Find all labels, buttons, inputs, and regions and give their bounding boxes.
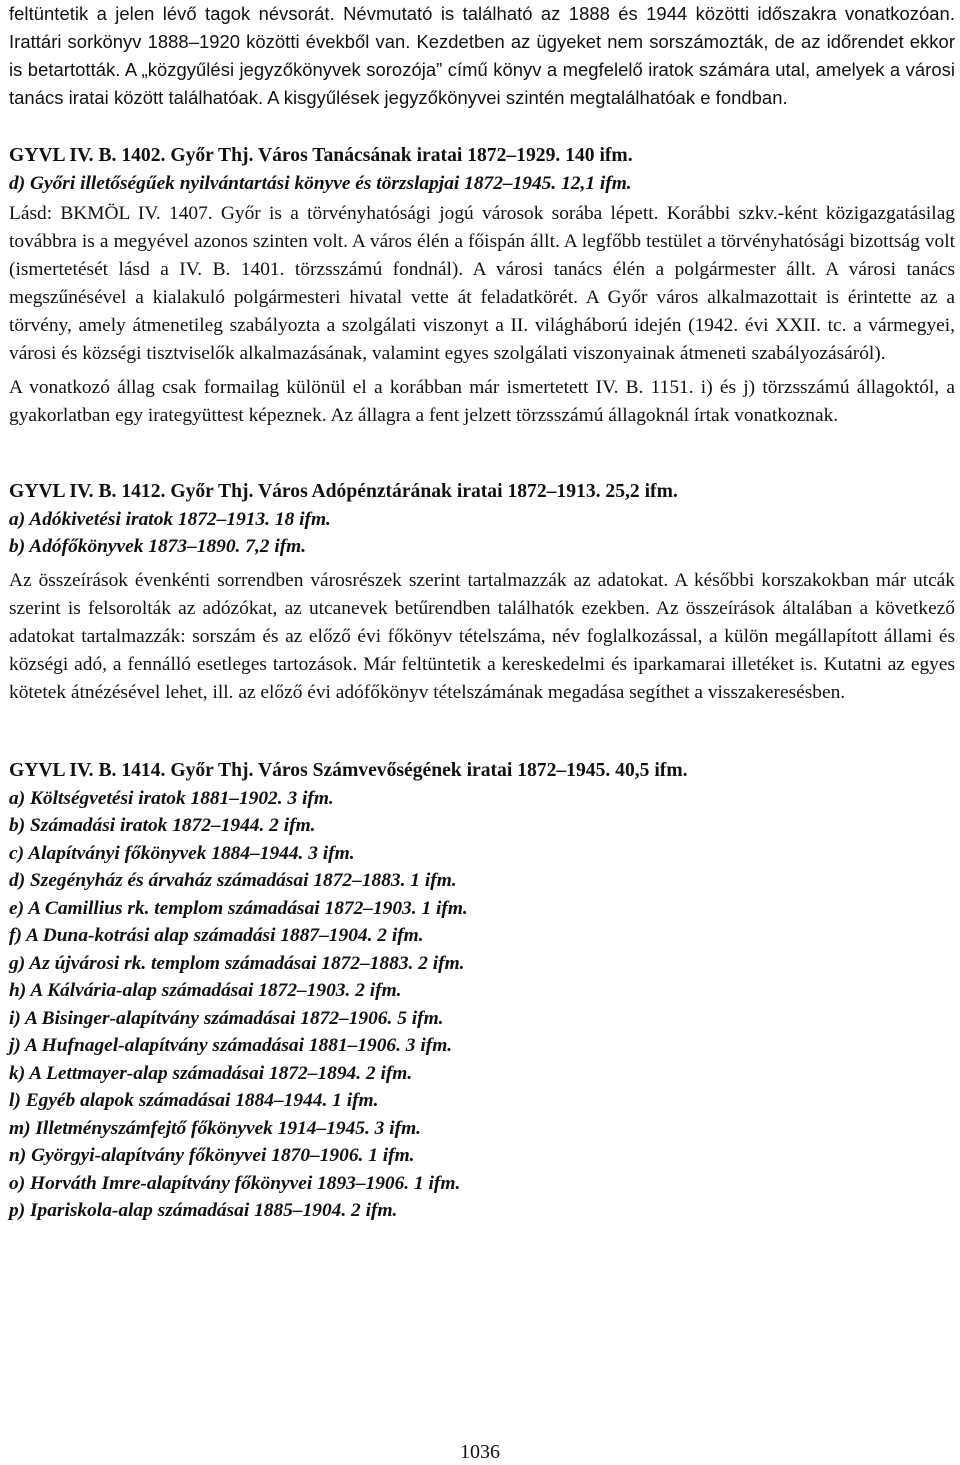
- body-paragraph: Lásd: BKMÖL IV. 1407. Győr is a törvényhatósági jogú városok sorába lépett. Korábbi szkv.-ként közigazgatásilag továbbra is a megyével azonos szinten volt. A város élén a főispán állt. A legfőbb testület a törvényhatósági bizottság volt (ismertetését lásd a IV. B. 1401. törzsszámú fondnál). A városi tanács élén a polgármester állt. A városi tanács megszűnésével a kialakuló polgármesteri hivatal vette át feladatkörét. A Győr város alkalmazottait is érintette az a törvény, amely átmenetileg szabályozta a szolgálati viszonyt a II. világháború idején (1942. évi XXII. tc. a vármegyei, városi és községi tisztviselők alkalmazásának, valamint egyes szolgálati viszonyainak átmeneti szabályozásáról).: [9, 202, 955, 364]
- sub-series-item: h) A Kálvária-alap számadásai 1872–1903. 2 ifm.: [9, 980, 402, 1001]
- sub-series-item: f) A Duna-kotrási alap számadási 1887–1904. 2 ifm.: [9, 925, 424, 946]
- sub-series-item: i) A Bisinger-alapítvány számadásai 1872–1906. 5 ifm.: [9, 1007, 444, 1029]
- sub-series-item: d) Szegényház és árvaház számadásai 1872–1883. 1 ifm.: [9, 870, 457, 891]
- document-page: [9, 0, 955, 1225]
- sub-series-item: k) A Lettmayer-alap számadásai 1872–1894. 2 ifm.: [9, 1062, 413, 1084]
- intro-paragraph: feltüntetik a jelen lévő tagok névsorát. Névmutató is található az 1888 és 1944 közötti időszakra vonatkozóan. Irattári sorkönyv 1888–1920 közötti évekből van. Kezdetben az ügyeket nem sorszámozták, de az időrendet ekkor is betartották. A „közgyűlési jegyzőkönyvek sorozója” című könyv a megfelelő iratok számára utal, amelyek a városi tanács iratai között találhatóak. A kisgyűlések jegyzőkönyvei szintén megtalálhatóak e fondban.: [9, 3, 955, 108]
- page-number: 1036: [460, 1441, 500, 1463]
- sub-series-item: p) Ipariskola-alap számadásai 1885–1904. 2 ifm.: [9, 1200, 398, 1221]
- sub-series-item: g) Az újvárosi rk. templom számadásai 1872–1883. 2 ifm.: [9, 952, 465, 974]
- sub-series-item: b) Adófőkönyvek 1873–1890. 7,2 ifm.: [9, 536, 307, 557]
- section-heading: GYVL IV. B. 1412. Győr Thj. Város Adópénztárának iratai 1872–1913. 25,2 ifm.: [9, 480, 678, 502]
- section-heading: GYVL IV. B. 1402. Győr Thj. Város Tanácsának iratai 1872–1929. 140 ifm.: [9, 145, 633, 166]
- spacer: [9, 707, 955, 757]
- section-1402: [9, 142, 955, 430]
- spacer: [9, 112, 955, 142]
- body-paragraph: A vonatkozó állag csak formailag különül el a korábban már ismertetett IV. B. 1151. i) és j) törzsszámú állagoktól, a gyakorlatban egy irategyüttest képeznek. Az állagra a fent jelzett törzsszámú állagoknál írtak vonatkoznak.: [9, 376, 955, 426]
- sub-series-item: o) Horváth Imre-alapítvány főkönyvei 1893–1906. 1 ifm.: [9, 1172, 461, 1194]
- body-paragraph: Az összeírások évenkénti sorrendben városrészek szerint tartalmazzák az adatokat. A későbbi korszakokban már utcák szerint is felsorolták az adózókat, az utcanevek betűrendben találhatók ezekben. Az összeírások általában a következő adatokat tartalmazzák: sorszám és az előző évi főkönyv tételszáma, név foglalkozással, a külön megállapított állami és községi adó, a fennálló esetleges tartozások. Már feltüntetik a kereskedelmi és iparkamarai illetéket is. Kutatni az egyes kötetek átnézésével lehet, ill. az előző évi adófőkönyv tételszámának megadása segíthet a visszakeresésben.: [9, 569, 955, 703]
- sub-series-item: b) Számadási iratok 1872–1944. 2 ifm.: [9, 815, 316, 836]
- sub-series-item: a) Költségvetési iratok 1881–1902. 3 ifm.: [9, 787, 334, 809]
- sub-series-item: c) Alapítványi főkönyvek 1884–1944. 3 ifm.: [9, 842, 355, 864]
- sub-series-item: n) Györgyi-alapítvány főkönyvei 1870–1906. 1 ifm.: [9, 1145, 415, 1166]
- sub-series-item: j) A Hufnagel-alapítvány számadásai 1881–1906. 3 ifm.: [9, 1035, 453, 1056]
- section-1412: [9, 478, 955, 707]
- section-heading: GYVL IV. B. 1414. Győr Thj. Város Számvevőségének iratai 1872–1945. 40,5 ifm.: [9, 759, 688, 781]
- sub-series-item: d) Győri illetőségűek nyilvántartási könyve és törzslapjai 1872–1945. 12,1 ifm.: [9, 173, 632, 194]
- spacer: [9, 430, 955, 478]
- sub-series-item: e) A Camillius rk. templom számadásai 1872–1903. 1 ifm.: [9, 897, 468, 919]
- sub-series-item: l) Egyéb alapok számadásai 1884–1944. 1 ifm.: [9, 1090, 379, 1111]
- sub-series-item: a) Adókivetési iratok 1872–1913. 18 ifm.: [9, 508, 331, 530]
- sub-series-item: m) Illetményszámfejtő főkönyvek 1914–1945. 3 ifm.: [9, 1117, 421, 1139]
- section-1414: [9, 757, 955, 1225]
